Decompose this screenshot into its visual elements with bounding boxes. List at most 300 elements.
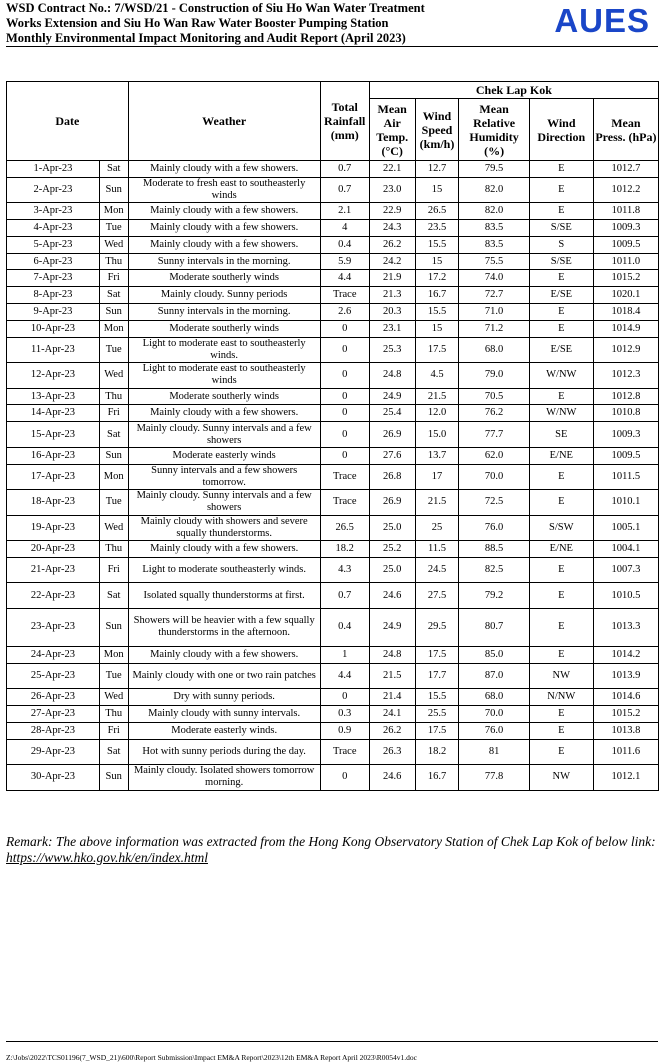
table-row: [7, 320, 659, 337]
cell-weather: Showers will be heavier with a few squally thunderstorms in the afternoon.: [128, 608, 320, 646]
cell-wind-speed: 12.7: [415, 161, 459, 178]
cell-pressure: 1014.2: [593, 646, 658, 663]
cell-wind-speed: 15: [415, 177, 459, 203]
table-row: [7, 689, 659, 706]
cell-pressure: 1012.7: [593, 161, 658, 178]
footer-divider: [6, 1041, 658, 1042]
table-row: [7, 253, 659, 270]
cell-wind-direction: E/SE: [529, 337, 593, 363]
cell-rainfall: 4.4: [320, 270, 369, 287]
cell-weather: Sunny intervals and a few showers tomorrow.: [128, 464, 320, 490]
cell-pressure: 1011.5: [593, 464, 658, 490]
cell-humidity: 68.0: [459, 337, 529, 363]
cell-weather: Sunny intervals in the morning.: [128, 253, 320, 270]
cell-date: 5-Apr-23: [7, 236, 100, 253]
cell-pressure: 1012.1: [593, 765, 658, 791]
cell-temp: 26.9: [369, 490, 415, 516]
cell-date: 6-Apr-23: [7, 253, 100, 270]
cell-day: Sun: [99, 304, 128, 321]
cell-wind-direction: E: [529, 177, 593, 203]
cell-wind-speed: 21.5: [415, 388, 459, 405]
table-row: [7, 765, 659, 791]
cell-humidity: 76.0: [459, 722, 529, 739]
cell-date: 20-Apr-23: [7, 541, 100, 558]
cell-humidity: 85.0: [459, 646, 529, 663]
cell-pressure: 1005.1: [593, 515, 658, 541]
cell-pressure: 1011.6: [593, 739, 658, 765]
cell-day: Tue: [99, 220, 128, 237]
cell-wind-direction: E: [529, 490, 593, 516]
table-row: [7, 236, 659, 253]
cell-temp: 24.3: [369, 220, 415, 237]
cell-date: 10-Apr-23: [7, 320, 100, 337]
cell-pressure: 1014.6: [593, 689, 658, 706]
cell-temp: 24.1: [369, 705, 415, 722]
table-row: [7, 490, 659, 516]
cell-day: Tue: [99, 337, 128, 363]
cell-date: 8-Apr-23: [7, 287, 100, 304]
cell-wind-direction: E: [529, 388, 593, 405]
cell-wind-direction: S/SW: [529, 515, 593, 541]
header-line-1: WSD Contract No.: 7/WSD/21 - Construction of Siu Ho Wan Water Treatment: [6, 1, 425, 15]
cell-wind-speed: 24.5: [415, 557, 459, 583]
cell-day: Thu: [99, 541, 128, 558]
cell-temp: 21.9: [369, 270, 415, 287]
table-row: [7, 583, 659, 609]
cell-day: Mon: [99, 464, 128, 490]
cell-temp: 24.6: [369, 765, 415, 791]
cell-rainfall: Trace: [320, 464, 369, 490]
cell-humidity: 77.8: [459, 765, 529, 791]
cell-pressure: 1012.2: [593, 177, 658, 203]
cell-weather: Mainly cloudy with sunny intervals.: [128, 705, 320, 722]
cell-day: Wed: [99, 689, 128, 706]
aues-logo: AUES: [554, 2, 650, 39]
cell-humidity: 62.0: [459, 447, 529, 464]
cell-day: Mon: [99, 320, 128, 337]
cell-weather: Light to moderate east to southeasterly winds.: [128, 337, 320, 363]
cell-pressure: 1009.5: [593, 447, 658, 464]
cell-wind-direction: NW: [529, 765, 593, 791]
cell-rainfall: 5.9: [320, 253, 369, 270]
cell-wind-direction: S: [529, 236, 593, 253]
cell-wind-speed: 21.5: [415, 490, 459, 516]
cell-rainfall: 0.4: [320, 608, 369, 646]
cell-weather: Mainly cloudy with a few showers.: [128, 405, 320, 422]
cell-humidity: 88.5: [459, 541, 529, 558]
cell-temp: 20.3: [369, 304, 415, 321]
weather-table: [6, 81, 659, 791]
cell-humidity: 72.5: [459, 490, 529, 516]
cell-date: 19-Apr-23: [7, 515, 100, 541]
cell-wind-direction: E: [529, 722, 593, 739]
cell-rainfall: 0.7: [320, 177, 369, 203]
cell-wind-direction: S/SE: [529, 220, 593, 237]
cell-humidity: 80.7: [459, 608, 529, 646]
cell-humidity: 70.0: [459, 464, 529, 490]
cell-day: Tue: [99, 663, 128, 689]
cell-date: 15-Apr-23: [7, 422, 100, 448]
cell-wind-direction: E: [529, 583, 593, 609]
cell-day: Sat: [99, 161, 128, 178]
cell-weather: Moderate southerly winds: [128, 320, 320, 337]
cell-date: 28-Apr-23: [7, 722, 100, 739]
table-row: [7, 270, 659, 287]
table-row: [7, 337, 659, 363]
header-weather: Weather: [128, 82, 320, 161]
cell-pressure: 1015.2: [593, 270, 658, 287]
cell-wind-speed: 17: [415, 464, 459, 490]
cell-day: Thu: [99, 253, 128, 270]
cell-date: 3-Apr-23: [7, 203, 100, 220]
table-row: [7, 220, 659, 237]
cell-wind-speed: 23.5: [415, 220, 459, 237]
cell-date: 13-Apr-23: [7, 388, 100, 405]
cell-temp: 26.8: [369, 464, 415, 490]
cell-humidity: 83.5: [459, 236, 529, 253]
cell-temp: 23.0: [369, 177, 415, 203]
cell-wind-speed: 15.0: [415, 422, 459, 448]
header-pressure: Mean Press. (hPa): [593, 99, 658, 161]
cell-pressure: 1015.2: [593, 705, 658, 722]
cell-rainfall: 0: [320, 363, 369, 389]
cell-humidity: 83.5: [459, 220, 529, 237]
table-row: [7, 464, 659, 490]
cell-weather: Moderate southerly winds: [128, 270, 320, 287]
cell-day: Sun: [99, 177, 128, 203]
cell-date: 4-Apr-23: [7, 220, 100, 237]
cell-wind-direction: E: [529, 739, 593, 765]
cell-pressure: 1014.9: [593, 320, 658, 337]
cell-rainfall: 0: [320, 337, 369, 363]
cell-day: Fri: [99, 557, 128, 583]
cell-temp: 22.9: [369, 203, 415, 220]
cell-rainfall: 0.7: [320, 161, 369, 178]
cell-wind-direction: SE: [529, 422, 593, 448]
cell-wind-direction: E: [529, 464, 593, 490]
table-row: [7, 422, 659, 448]
cell-day: Tue: [99, 490, 128, 516]
cell-pressure: 1009.3: [593, 422, 658, 448]
header-date: Date: [7, 82, 129, 161]
cell-day: Fri: [99, 405, 128, 422]
cell-rainfall: Trace: [320, 490, 369, 516]
cell-wind-direction: E: [529, 320, 593, 337]
cell-pressure: 1010.8: [593, 405, 658, 422]
cell-pressure: 1007.3: [593, 557, 658, 583]
cell-date: 23-Apr-23: [7, 608, 100, 646]
cell-day: Mon: [99, 646, 128, 663]
cell-weather: Moderate easterly winds.: [128, 722, 320, 739]
cell-humidity: 71.2: [459, 320, 529, 337]
table-row: [7, 447, 659, 464]
cell-pressure: 1009.3: [593, 220, 658, 237]
cell-rainfall: 0: [320, 388, 369, 405]
cell-weather: Mainly cloudy. Sunny periods: [128, 287, 320, 304]
cell-humidity: 87.0: [459, 663, 529, 689]
table-row: [7, 739, 659, 765]
cell-rainfall: 18.2: [320, 541, 369, 558]
cell-pressure: 1013.8: [593, 722, 658, 739]
header-line-3: Monthly Environmental Impact Monitoring and Audit Report (April 2023): [6, 31, 406, 45]
table-row: [7, 363, 659, 389]
header-temp: Mean Air Temp. (°C): [369, 99, 415, 161]
hko-link[interactable]: https://www.hko.gov.hk/en/index.html: [6, 850, 208, 865]
table-row: [7, 177, 659, 203]
cell-humidity: 82.0: [459, 203, 529, 220]
cell-pressure: 1012.8: [593, 388, 658, 405]
cell-wind-direction: E/NE: [529, 541, 593, 558]
cell-rainfall: 0: [320, 320, 369, 337]
header-wind-speed: Wind Speed (km/h): [415, 99, 459, 161]
cell-pressure: 1013.9: [593, 663, 658, 689]
cell-wind-direction: E/NE: [529, 447, 593, 464]
table-row: [7, 663, 659, 689]
cell-date: 22-Apr-23: [7, 583, 100, 609]
cell-weather: Mainly cloudy. Isolated showers tomorrow morning.: [128, 765, 320, 791]
cell-wind-speed: 15: [415, 320, 459, 337]
cell-temp: 21.5: [369, 663, 415, 689]
table-row: [7, 388, 659, 405]
cell-date: 24-Apr-23: [7, 646, 100, 663]
cell-humidity: 81: [459, 739, 529, 765]
cell-wind-speed: 15.5: [415, 689, 459, 706]
cell-humidity: 82.5: [459, 557, 529, 583]
cell-temp: 25.0: [369, 557, 415, 583]
cell-humidity: 68.0: [459, 689, 529, 706]
cell-humidity: 70.5: [459, 388, 529, 405]
cell-temp: 27.6: [369, 447, 415, 464]
cell-day: Sun: [99, 447, 128, 464]
cell-date: 29-Apr-23: [7, 739, 100, 765]
cell-wind-speed: 4.5: [415, 363, 459, 389]
table-body: [7, 161, 659, 791]
cell-wind-direction: W/NW: [529, 363, 593, 389]
cell-pressure: 1004.1: [593, 541, 658, 558]
cell-weather: Moderate to fresh east to southeasterly winds: [128, 177, 320, 203]
cell-weather: Moderate southerly winds: [128, 388, 320, 405]
cell-wind-direction: E: [529, 705, 593, 722]
cell-weather: Mainly cloudy with one or two rain patches: [128, 663, 320, 689]
cell-day: Mon: [99, 203, 128, 220]
cell-pressure: 1020.1: [593, 287, 658, 304]
header-line-2: Works Extension and Siu Ho Wan Raw Water Booster Pumping Station: [6, 16, 389, 30]
cell-wind-speed: 15.5: [415, 304, 459, 321]
cell-rainfall: Trace: [320, 287, 369, 304]
cell-day: Thu: [99, 388, 128, 405]
cell-humidity: 79.0: [459, 363, 529, 389]
cell-humidity: 82.0: [459, 177, 529, 203]
cell-rainfall: 0: [320, 422, 369, 448]
cell-rainfall: 4: [320, 220, 369, 237]
table-row: [7, 722, 659, 739]
cell-rainfall: 0: [320, 447, 369, 464]
cell-wind-speed: 17.5: [415, 337, 459, 363]
cell-wind-speed: 17.7: [415, 663, 459, 689]
cell-pressure: 1010.5: [593, 583, 658, 609]
cell-day: Thu: [99, 705, 128, 722]
cell-humidity: 79.5: [459, 161, 529, 178]
cell-rainfall: 1: [320, 646, 369, 663]
cell-weather: Isolated squally thunderstorms at first.: [128, 583, 320, 609]
cell-rainfall: 2.1: [320, 203, 369, 220]
cell-date: 18-Apr-23: [7, 490, 100, 516]
cell-wind-direction: E: [529, 304, 593, 321]
cell-temp: 25.0: [369, 515, 415, 541]
cell-wind-speed: 27.5: [415, 583, 459, 609]
cell-wind-speed: 18.2: [415, 739, 459, 765]
cell-weather: Mainly cloudy with a few showers.: [128, 161, 320, 178]
cell-rainfall: 26.5: [320, 515, 369, 541]
cell-wind-direction: E/SE: [529, 287, 593, 304]
table-row: [7, 515, 659, 541]
cell-wind-direction: E: [529, 557, 593, 583]
cell-date: 21-Apr-23: [7, 557, 100, 583]
cell-weather: Mainly cloudy. Sunny intervals and a few showers: [128, 422, 320, 448]
table-row: [7, 161, 659, 178]
cell-day: Sun: [99, 765, 128, 791]
table-row: [7, 287, 659, 304]
cell-weather: Mainly cloudy with a few showers.: [128, 541, 320, 558]
cell-weather: Mainly cloudy with a few showers.: [128, 236, 320, 253]
cell-wind-direction: S/SE: [529, 253, 593, 270]
cell-wind-direction: NW: [529, 663, 593, 689]
table-row: [7, 304, 659, 321]
cell-date: 30-Apr-23: [7, 765, 100, 791]
cell-wind-speed: 16.7: [415, 765, 459, 791]
cell-wind-speed: 15: [415, 253, 459, 270]
file-path-footer: Z:\Jobs\2022\TCS01196(7_WSD_21)\600\Report Submission\Impact EM&A Report\2023\12th EM&A Report April 2023\R0054v1.doc: [6, 1053, 417, 1062]
cell-wind-direction: W/NW: [529, 405, 593, 422]
cell-wind-direction: E: [529, 646, 593, 663]
cell-weather: Sunny intervals in the morning.: [128, 304, 320, 321]
remark: [6, 834, 662, 866]
cell-humidity: 70.0: [459, 705, 529, 722]
cell-temp: 26.3: [369, 739, 415, 765]
cell-wind-speed: 17.2: [415, 270, 459, 287]
cell-temp: 26.2: [369, 722, 415, 739]
cell-date: 1-Apr-23: [7, 161, 100, 178]
cell-temp: 21.3: [369, 287, 415, 304]
cell-pressure: 1018.4: [593, 304, 658, 321]
cell-day: Sun: [99, 608, 128, 646]
cell-date: 12-Apr-23: [7, 363, 100, 389]
cell-temp: 25.2: [369, 541, 415, 558]
cell-date: 14-Apr-23: [7, 405, 100, 422]
cell-humidity: 77.7: [459, 422, 529, 448]
cell-date: 11-Apr-23: [7, 337, 100, 363]
cell-weather: Mainly cloudy. Sunny intervals and a few showers: [128, 490, 320, 516]
cell-wind-speed: 29.5: [415, 608, 459, 646]
cell-pressure: 1009.5: [593, 236, 658, 253]
cell-weather: Light to moderate east to southeasterly winds: [128, 363, 320, 389]
cell-day: Fri: [99, 722, 128, 739]
cell-temp: 24.9: [369, 388, 415, 405]
header-humidity: Mean Relative Humidity (%): [459, 99, 529, 161]
cell-humidity: 74.0: [459, 270, 529, 287]
cell-weather: Mainly cloudy with a few showers.: [128, 203, 320, 220]
cell-date: 26-Apr-23: [7, 689, 100, 706]
cell-day: Sat: [99, 739, 128, 765]
cell-rainfall: 4.3: [320, 557, 369, 583]
cell-temp: 22.1: [369, 161, 415, 178]
cell-temp: 24.6: [369, 583, 415, 609]
cell-wind-speed: 16.7: [415, 287, 459, 304]
table-row: [7, 405, 659, 422]
cell-day: Fri: [99, 270, 128, 287]
cell-weather: Light to moderate southeasterly winds.: [128, 557, 320, 583]
cell-rainfall: 4.4: [320, 663, 369, 689]
cell-weather: Dry with sunny periods.: [128, 689, 320, 706]
cell-day: Wed: [99, 236, 128, 253]
cell-rainfall: 0.9: [320, 722, 369, 739]
header-station: Chek Lap Kok: [369, 82, 658, 99]
header-divider: [6, 46, 658, 47]
table-row: [7, 705, 659, 722]
cell-weather: Hot with sunny periods during the day.: [128, 739, 320, 765]
cell-rainfall: 2.6: [320, 304, 369, 321]
cell-humidity: 76.0: [459, 515, 529, 541]
cell-humidity: 76.2: [459, 405, 529, 422]
table-row: [7, 541, 659, 558]
cell-weather: Mainly cloudy with a few showers.: [128, 646, 320, 663]
cell-temp: 23.1: [369, 320, 415, 337]
cell-temp: 24.8: [369, 646, 415, 663]
cell-date: 27-Apr-23: [7, 705, 100, 722]
cell-wind-speed: 17.5: [415, 646, 459, 663]
remark-text: Remark: The above information was extracted from the Hong Kong Observatory Station of Chek Lap Kok of below link:: [6, 834, 656, 849]
cell-temp: 26.2: [369, 236, 415, 253]
cell-rainfall: 0.3: [320, 705, 369, 722]
cell-wind-direction: E: [529, 608, 593, 646]
cell-wind-speed: 25.5: [415, 705, 459, 722]
cell-weather: Mainly cloudy with a few showers.: [128, 220, 320, 237]
cell-date: 2-Apr-23: [7, 177, 100, 203]
cell-day: Sat: [99, 583, 128, 609]
cell-wind-speed: 13.7: [415, 447, 459, 464]
cell-date: 16-Apr-23: [7, 447, 100, 464]
cell-wind-direction: N/NW: [529, 689, 593, 706]
table-row: [7, 608, 659, 646]
cell-rainfall: 0.4: [320, 236, 369, 253]
cell-day: Sat: [99, 422, 128, 448]
header-rainfall: Total Rainfall (mm): [320, 82, 369, 161]
table-row: [7, 646, 659, 663]
cell-rainfall: 0: [320, 405, 369, 422]
cell-pressure: 1013.3: [593, 608, 658, 646]
cell-wind-direction: E: [529, 270, 593, 287]
report-header: [6, 1, 656, 47]
cell-wind-speed: 15.5: [415, 236, 459, 253]
cell-day: Wed: [99, 363, 128, 389]
cell-wind-speed: 12.0: [415, 405, 459, 422]
cell-wind-speed: 11.5: [415, 541, 459, 558]
cell-date: 9-Apr-23: [7, 304, 100, 321]
cell-humidity: 75.5: [459, 253, 529, 270]
cell-date: 25-Apr-23: [7, 663, 100, 689]
cell-temp: 24.8: [369, 363, 415, 389]
header-wind-direction: Wind Direction: [529, 99, 593, 161]
cell-rainfall: 0: [320, 765, 369, 791]
cell-wind-direction: E: [529, 161, 593, 178]
cell-day: Sat: [99, 287, 128, 304]
cell-temp: 25.4: [369, 405, 415, 422]
cell-date: 17-Apr-23: [7, 464, 100, 490]
cell-weather: Mainly cloudy with showers and severe squally thunderstorms.: [128, 515, 320, 541]
cell-rainfall: 0.7: [320, 583, 369, 609]
cell-pressure: 1010.1: [593, 490, 658, 516]
cell-pressure: 1012.3: [593, 363, 658, 389]
